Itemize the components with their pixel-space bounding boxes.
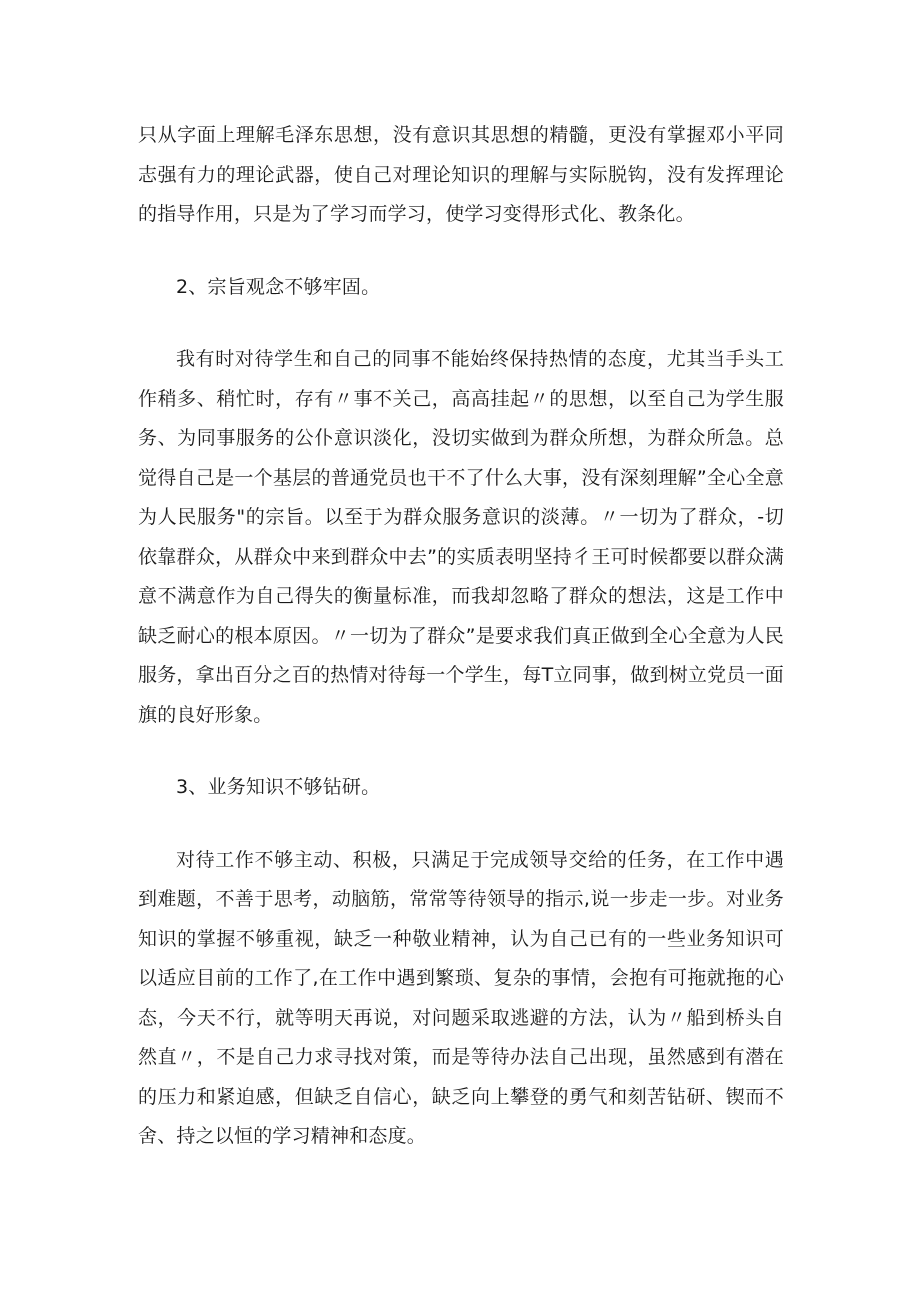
section-heading-purpose: 2、宗旨观念不够牢固。	[176, 275, 381, 298]
paragraph-theory-understanding: 只从字面上理解毛泽东思想，没有意识其思想的精髓，更没有掌握邓小平同志强有力的理论武器，使自己对理论知识的理解与实际脱钩，没有发挥理论的指导作用，只是为了学习而学习，使学习变得形式化、教条化。	[138, 124, 784, 225]
section-heading-business-knowledge: 3、业务知识不够钻研。	[176, 776, 381, 798]
paragraph-work-attitude: 对待工作不够主动、积极，只满足于完成领导交给的任务，在工作中遇到难题，不善于思考，动脑筋，常常等待领导的指示,说一步走一步。对业务知识的掌握不够重视，缺乏一种敬业精神，认为自己已有的一些业务知识可以适应目前的工作了,在工作中遇到繁琐、复杂的事情，会抱有可拖就拖的心态，今天不行，就等明天再说，对问题采取逃避的方法，认为〃船到桥头自然直〃，不是自己力求寻找对策，而是等待办法自己出现，虽然感到有潜在的压力和紧迫感，但缺乏自信心，缺乏向上攀登的勇气和刻苦钻研、锲而不舍、持之以恒的学习精神和态度。	[138, 848, 784, 1147]
paragraph-service-awareness: 我有时对待学生和自己的同事不能始终保持热情的态度，尤其当手头工作稍多、稍忙时，存有〃事不关己，高高挂起〃的思想，以至自己为学生服务、为同事服务的公仆意识淡化，没切实做到为群众所想，为群众所急。总觉得自己是一个基层的普通党员也干不了什么大事，没有深刻理解”全心全意为人民服务"的宗旨。以至于为群众服务意识的淡薄。〃一切为了群众，-切依靠群众，从群众中来到群众中去”的实质表明坚持彳王可时候都要以群众满意不满意作为自己得失的衡量标准，而我却忽略了群众的想法，这是工作中缺乏耐心的根本原因。〃一切为了群众”是要求我们真正做到全心全意为人民服务，拿出百分之百的热情对待每一个学生，每T立同事，做到树立党员一面旗的良好形象。	[138, 348, 784, 726]
document-body	[138, 116, 784, 1190]
